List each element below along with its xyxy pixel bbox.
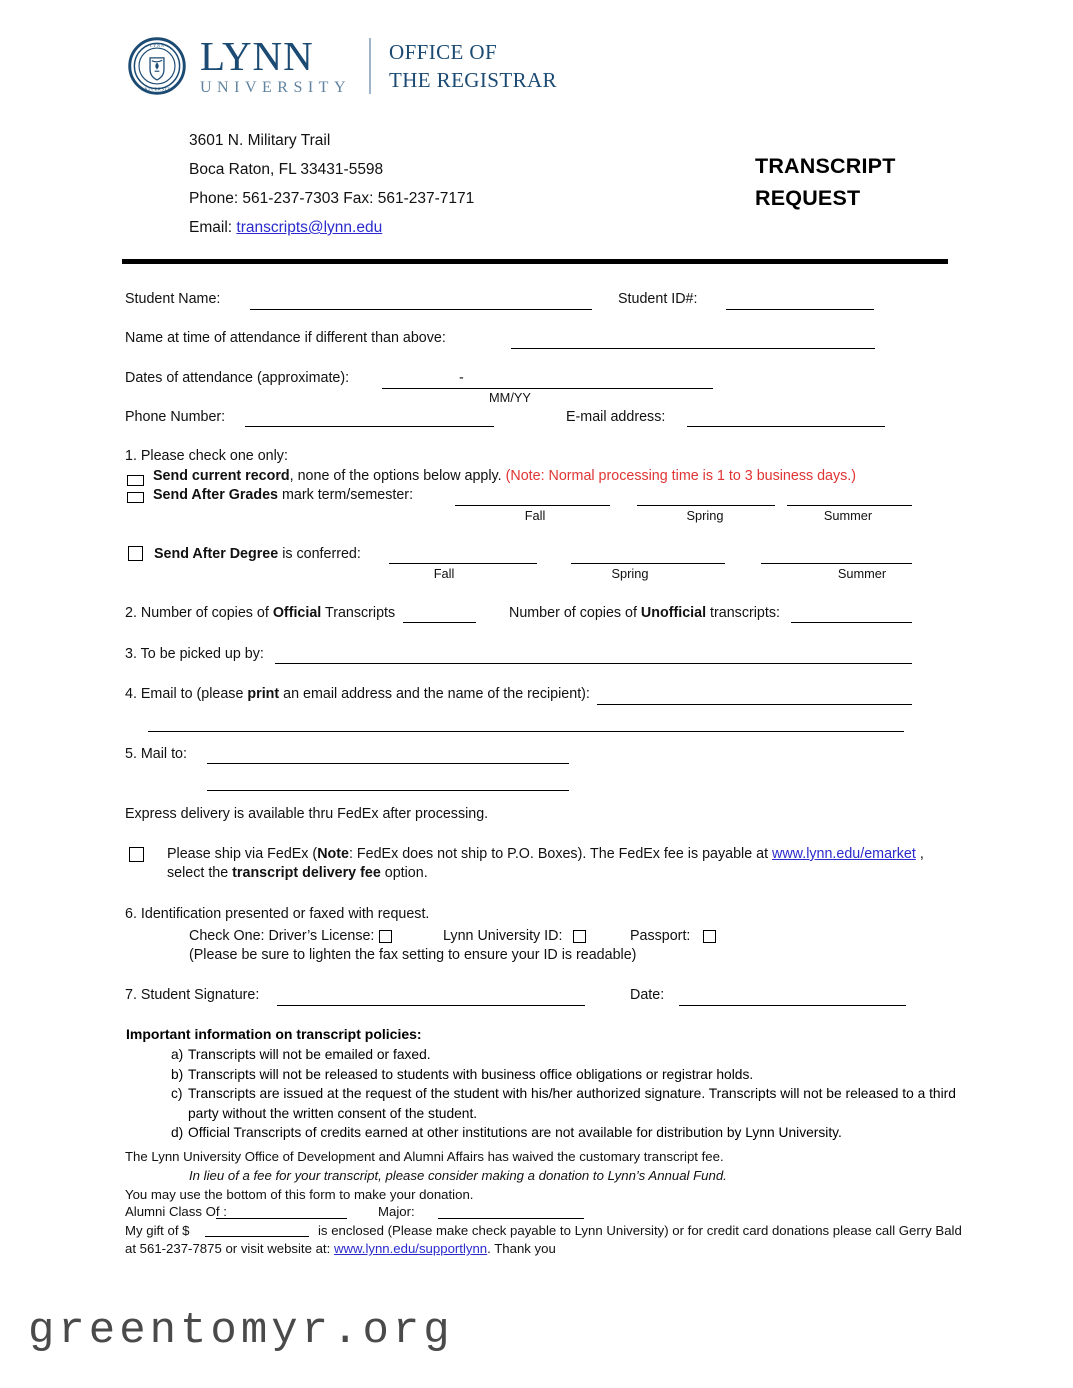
policy-marker: d) bbox=[171, 1125, 184, 1141]
header-divider bbox=[122, 259, 948, 264]
use-bottom-of-form-note: You may use the bottom of this form to make your donation. bbox=[125, 1187, 474, 1202]
fedex-fee-bold: transcript delivery fee bbox=[232, 865, 381, 881]
policies-title: Important information on transcript policies: bbox=[126, 1026, 422, 1042]
brand-subname: UNIVERSITY bbox=[200, 79, 351, 96]
gift-amount-input[interactable] bbox=[205, 1236, 309, 1237]
section2-official-bold: Official bbox=[272, 605, 322, 621]
checkbox-send-after-grades[interactable] bbox=[127, 492, 144, 503]
checkbox-send-after-degree[interactable] bbox=[128, 546, 143, 561]
in-lieu-of-fee-note: In lieu of a fee for your transcript, please consider making a donation to Lynn’s Annual Fund. bbox=[189, 1168, 727, 1183]
grades-spring-caption: Spring bbox=[686, 508, 724, 523]
dates-attendance-label: Dates of attendance (approximate): bbox=[125, 370, 350, 386]
section1-heading: 1. Please check one only: bbox=[125, 448, 288, 464]
major-label: Major: bbox=[378, 1204, 415, 1219]
mail-to-input-line2[interactable] bbox=[207, 790, 569, 791]
site-watermark: greentomyr.org bbox=[28, 1306, 454, 1356]
section4-bold: print bbox=[247, 686, 280, 702]
send-current-record-row bbox=[153, 468, 856, 484]
grades-spring-input[interactable] bbox=[637, 505, 775, 506]
send-after-grades-rest: mark term/semester: bbox=[278, 487, 414, 503]
degree-spring-caption: Spring bbox=[611, 566, 649, 581]
brand-name: LYNN bbox=[200, 33, 314, 79]
checkbox-send-current-record[interactable] bbox=[127, 475, 144, 486]
fedex-line2-a: select the bbox=[167, 865, 233, 881]
section4-prefix: 4. Email to (please bbox=[125, 686, 248, 702]
section6-heading: 6. Identification presented or faxed with request. bbox=[125, 906, 430, 922]
section2-unofficial-prefix: Number of copies of bbox=[509, 605, 641, 621]
section5-label: 5. Mail to: bbox=[125, 746, 187, 762]
student-name-input[interactable] bbox=[250, 309, 592, 310]
dates-attendance-input[interactable] bbox=[382, 388, 713, 389]
degree-summer-input[interactable] bbox=[761, 563, 912, 564]
policy-marker: b) bbox=[171, 1066, 184, 1082]
policy-text: Transcripts will not be released to students with business office obligations or registrar holds. bbox=[188, 1066, 754, 1082]
brand-header bbox=[128, 33, 557, 96]
fedex-intro: Express delivery is available thru FedEx after processing. bbox=[125, 806, 489, 822]
email-label: Email: bbox=[189, 219, 233, 236]
student-signature-input[interactable] bbox=[277, 1005, 585, 1006]
degree-summer-caption: Summer bbox=[837, 566, 887, 581]
email-address-input[interactable] bbox=[687, 426, 885, 427]
wordmark bbox=[200, 33, 557, 96]
address-city: Boca Raton, FL 33431-5598 bbox=[189, 161, 384, 178]
fedex-line1-a: Please ship via FedEx ( bbox=[167, 846, 318, 862]
section2-prefix: 2. Number of copies of bbox=[125, 605, 273, 621]
phone-number-label: Phone Number: bbox=[125, 409, 226, 425]
emarket-link[interactable]: www.lynn.edu/emarket bbox=[772, 846, 916, 862]
section7-signature-label: 7. Student Signature: bbox=[125, 987, 260, 1003]
degree-spring-input[interactable] bbox=[571, 563, 725, 564]
gift-contact-suffix: . Thank you bbox=[487, 1241, 556, 1256]
policy-marker: c) bbox=[171, 1086, 183, 1102]
pickup-by-input[interactable] bbox=[275, 663, 912, 664]
section4-label bbox=[125, 686, 590, 702]
email-to-input-line2[interactable] bbox=[148, 731, 904, 732]
fedex-line2-b: option. bbox=[380, 865, 428, 881]
checkbox-ship-via-fedex[interactable] bbox=[129, 847, 144, 862]
fedex-note-bold: Note bbox=[317, 846, 349, 862]
office-line-2: THE REGISTRAR bbox=[389, 68, 557, 92]
grades-fall-input[interactable] bbox=[455, 505, 610, 506]
gift-amount-prefix: My gift of $ bbox=[125, 1223, 190, 1238]
prior-name-label: Name at time of attendance if different than above: bbox=[125, 330, 446, 346]
policies-block bbox=[126, 1026, 956, 1143]
alumni-class-label: Alumni Class Of : bbox=[125, 1204, 227, 1219]
fedex-line1-c: , bbox=[915, 846, 924, 862]
send-after-grades-row bbox=[153, 487, 413, 503]
document-title-line1: TRANSCRIPT bbox=[755, 154, 896, 178]
policy-text: Transcripts are issued at the request of the student with his/her authorized signature. Transcripts will not be released to a third party without the written consent of the student. bbox=[188, 1086, 956, 1121]
gift-contact-prefix: at 561-237-7875 or visit website at: bbox=[125, 1241, 331, 1256]
transcript-fee-waiver: The Lynn University Office of Development and Alumni Affairs has waived the customary transcript fee. bbox=[125, 1149, 724, 1164]
section2-official-rest: Transcripts bbox=[321, 605, 396, 621]
address-email-row bbox=[189, 213, 474, 242]
official-copies-input[interactable] bbox=[403, 622, 476, 623]
section2-unofficial-bold: Unofficial bbox=[640, 605, 707, 621]
degree-fall-input[interactable] bbox=[389, 563, 537, 564]
unofficial-copies-input[interactable] bbox=[791, 622, 912, 623]
student-id-input[interactable] bbox=[726, 309, 874, 310]
send-after-degree-row bbox=[154, 546, 361, 562]
lynn-university-seal-icon bbox=[128, 37, 186, 95]
supportlynn-link[interactable]: www.lynn.edu/supportlynn bbox=[333, 1241, 488, 1256]
gift-contact-line bbox=[125, 1239, 556, 1258]
email-to-input-line1[interactable] bbox=[597, 704, 912, 705]
section7-date-label: Date: bbox=[630, 987, 665, 1003]
document-title-line2: REQUEST bbox=[755, 186, 861, 210]
address-street: 3601 N. Military Trail bbox=[189, 132, 331, 149]
grades-fall-caption: Fall bbox=[524, 508, 546, 523]
section6-lynn-id-label: Lynn University ID: bbox=[443, 928, 563, 944]
mail-to-input-line1[interactable] bbox=[207, 763, 569, 764]
transcripts-email-link[interactable]: transcripts@lynn.edu bbox=[236, 219, 383, 236]
policies-list bbox=[126, 1045, 956, 1143]
svg-text:U N I V E R S I T Y: U N I V E R S I T Y bbox=[140, 86, 174, 92]
degree-fall-caption: Fall bbox=[433, 566, 455, 581]
student-id-label: Student ID#: bbox=[618, 291, 698, 307]
grades-summer-input[interactable] bbox=[787, 505, 912, 506]
section4-suffix: an email address and the name of the recipient): bbox=[279, 686, 590, 702]
gift-enclosed-text: is enclosed (Please make check payable to Lynn University) or for credit card donations please call Gerry Bald bbox=[318, 1223, 962, 1238]
section2-unofficial-row bbox=[509, 605, 780, 621]
policy-marker: a) bbox=[171, 1047, 184, 1062]
signature-date-input[interactable] bbox=[679, 1005, 906, 1006]
policy-item bbox=[126, 1045, 956, 1065]
policy-item bbox=[126, 1065, 956, 1085]
processing-time-note: (Note: Normal processing time is 1 to 3 business days.) bbox=[505, 468, 857, 484]
checkbox-passport[interactable] bbox=[703, 930, 716, 943]
alumni-class-input[interactable] bbox=[216, 1218, 347, 1219]
section6-check-one-label: Check One: Driver’s License: bbox=[189, 928, 375, 944]
brand-divider bbox=[369, 38, 371, 94]
document-title bbox=[755, 150, 896, 214]
section2-unofficial-rest: transcripts: bbox=[706, 605, 780, 621]
dates-format-caption: MM/YY bbox=[489, 390, 531, 405]
policy-text: Official Transcripts of credits earned at other institutions are not available for distribution by Lynn University. bbox=[188, 1125, 842, 1141]
policy-item bbox=[126, 1084, 956, 1123]
grades-summer-caption: Summer bbox=[823, 508, 873, 523]
office-line-1: OFFICE OF bbox=[389, 39, 498, 64]
section2-official-row bbox=[125, 605, 395, 621]
address-phone-fax: Phone: 561-237-7303 Fax: 561-237-7171 bbox=[189, 190, 475, 207]
send-current-record-bold: Send current record bbox=[153, 468, 290, 484]
phone-number-input[interactable] bbox=[245, 426, 494, 427]
svg-text:L Y N N: L Y N N bbox=[150, 42, 164, 48]
major-input[interactable] bbox=[438, 1218, 584, 1219]
send-current-record-rest: , none of the options below apply. bbox=[289, 468, 502, 484]
fedex-line1-b: : FedEx does not ship to P.O. Boxes). The FedEx fee is payable at bbox=[348, 846, 773, 862]
section3-label: 3. To be picked up by: bbox=[125, 646, 264, 662]
send-after-grades-bold: Send After Grades bbox=[153, 487, 278, 503]
dates-dash: - bbox=[459, 370, 464, 386]
policy-text: Transcripts will not be emailed or faxed. bbox=[188, 1047, 431, 1062]
fedex-line1 bbox=[167, 846, 924, 862]
email-address-label: E-mail address: bbox=[566, 409, 666, 425]
checkbox-lynn-university-id[interactable] bbox=[573, 930, 586, 943]
send-after-degree-bold: Send After Degree bbox=[154, 546, 279, 562]
section6-fax-note: (Please be sure to lighten the fax setting to ensure your ID is readable) bbox=[189, 947, 637, 963]
checkbox-drivers-license[interactable] bbox=[379, 930, 392, 943]
prior-name-input[interactable] bbox=[511, 348, 875, 349]
contact-block bbox=[189, 126, 474, 242]
policy-item bbox=[126, 1123, 956, 1143]
section6-passport-label: Passport: bbox=[630, 928, 691, 944]
student-name-label: Student Name: bbox=[125, 291, 221, 307]
fedex-line2 bbox=[167, 865, 428, 881]
send-after-degree-rest: is conferred: bbox=[278, 546, 361, 562]
